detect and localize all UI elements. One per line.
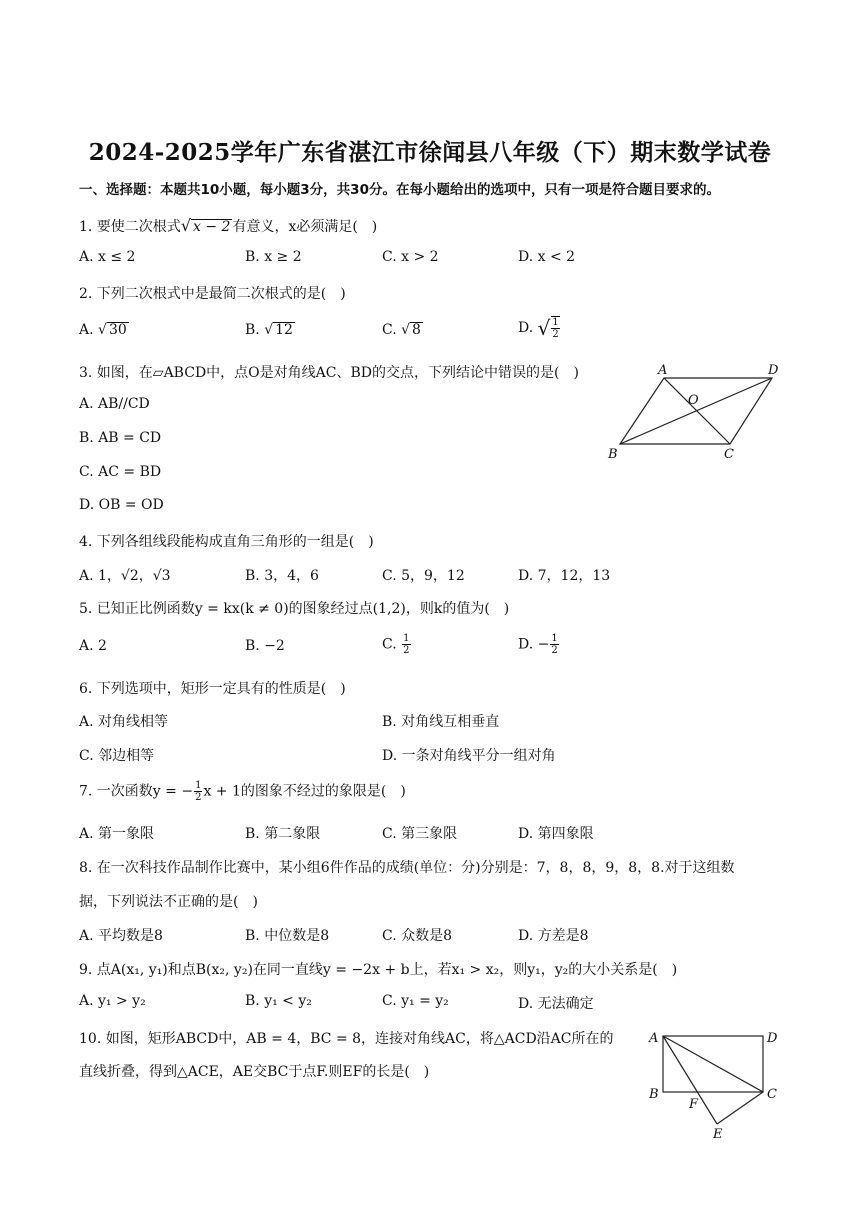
question-9-option-d[interactable]: D. 无法确定 [518,996,594,1012]
question-3-stem: 3. 如图，在▱ABCD中，点O是对角线AC、BD的交点，下列结论中错误的是( ) [79,365,579,381]
question-7-option-c[interactable]: C. 第三象限 [382,826,458,842]
rectangle-fold-figure [645,1026,785,1146]
question-7-option-b[interactable]: B. 第二象限 [245,826,321,842]
question-1-option-a[interactable]: A. x ≤ 2 [79,249,136,265]
question-4-option-c[interactable]: C. 5，9，12 [382,568,465,584]
label-c: C [724,447,734,462]
label-o: O [688,393,699,408]
question-5-stem: 5. 已知正比例函数y = kx(k ≠ 0)的图象经过点(1,2)，则k的值为( ) [79,601,510,617]
question-6-stem: 6. 下列选项中，矩形一定具有的性质是( ) [79,681,346,697]
parallelogram-figure [600,360,790,465]
question-1-stem: 1. 要使二次根式√ x − 2 有意义，x必须满足( ) [79,216,378,235]
question-8-option-d[interactable]: D. 方差是8 [518,928,589,944]
question-4-stem: 4. 下列各组线段能构成直角三角形的一组是( ) [79,534,374,550]
question-2-option-d[interactable]: D. √ $\frac{1}{2}$ [518,316,559,340]
question-9-option-b[interactable]: B. y₁ < y₂ [245,993,312,1009]
question-7-option-d[interactable]: D. 第四象限 [518,826,594,842]
question-9-stem: 9. 点A(x₁, y₁)和点B(x₂, y₂)在同一直线y = −2x + b上，若x₁ > x₂，则y₁，y₂的大小关系是( ) [79,962,678,978]
label-d: D [768,363,779,378]
question-9-option-c[interactable]: C. y₁ = y₂ [382,993,449,1009]
question-1-option-b[interactable]: B. x ≥ 2 [245,249,302,265]
question-1-option-d[interactable]: D. x < 2 [518,249,576,265]
question-2-option-b[interactable]: B. √ 12 [245,322,293,338]
page-title: 2024-2025学年广东省湛江市徐闻县八年级（下）期末数学试卷 [88,139,772,166]
label-a: A [649,1031,659,1046]
question-3-option-c[interactable]: C. AC = BD [79,464,162,480]
section-heading: 一、选择题：本题共10小题，每小题3分，共30分。在每小题给出的选项中，只有一项是符合题目要求的。 [79,182,720,198]
question-2-option-a[interactable]: A. √ 30 [79,322,127,338]
question-8-option-c[interactable]: C. 众数是8 [382,928,453,944]
question-1-option-c[interactable]: C. x > 2 [382,249,439,265]
question-6-option-c[interactable]: C. 邻边相等 [79,748,155,764]
question-6-option-b[interactable]: B. 对角线互相垂直 [382,714,500,730]
question-5-option-b[interactable]: B. −2 [245,638,285,654]
label-c: C [767,1087,777,1102]
question-7-option-a[interactable]: A. 第一象限 [79,826,155,842]
question-6-option-a[interactable]: A. 对角线相等 [79,714,169,730]
question-10-stem-line-2: 直线折叠，得到△ACE，AE交BC于点F.则EF的长是( ) [79,1064,430,1080]
question-3-option-b[interactable]: B. AB = CD [79,430,162,446]
question-5-option-a[interactable]: A. 2 [79,638,107,654]
question-8-option-b[interactable]: B. 中位数是8 [245,928,330,944]
label-f: F [689,1097,699,1112]
question-2-option-c[interactable]: C. √ 8 [382,322,421,338]
question-4-option-a[interactable]: A. 1，√2，√3 [79,568,171,584]
question-3-option-d[interactable]: D. OB = OD [79,497,164,513]
question-4-option-b[interactable]: B. 3，4，6 [245,568,319,584]
label-e: E [713,1127,723,1142]
question-3-option-a[interactable]: A. AB//CD [79,396,150,412]
question-10-stem-line-1: 10. 如图，矩形ABCD中，AB = 4，BC = 8，连接对角线AC，将△ACD沿AC所在的 [79,1031,614,1047]
label-b: B [608,447,618,462]
question-7-stem: 7. 一次函数y = − $\frac{1}{2}$ x + 1的图象不经过的象限是( ) [79,780,406,803]
label-b: B [649,1087,659,1102]
label-a: A [658,363,668,378]
label-d: D [767,1031,778,1046]
question-8-option-a[interactable]: A. 平均数是8 [79,928,163,944]
question-4-option-d[interactable]: D. 7，12，13 [518,568,611,584]
question-6-option-d[interactable]: D. 一条对角线平分一组对角 [382,748,556,764]
question-9-option-a[interactable]: A. y₁ > y₂ [79,993,146,1009]
question-2-stem: 2. 下列二次根式中是最简二次根式的是( ) [79,286,346,302]
question-8-stem-line-2: 据，下列说法不正确的是( ) [79,894,258,910]
question-5-option-d[interactable]: D. − $\frac{1}{2}$ [518,633,558,656]
question-5-option-c[interactable]: C. $\frac{1}{2}$ [382,633,410,656]
question-8-stem-line-1: 8. 在一次科技作品制作比赛中，某小组6件作品的成绩(单位：分)分别是：7，8，8，9，8，8.对于这组数 [79,860,735,876]
